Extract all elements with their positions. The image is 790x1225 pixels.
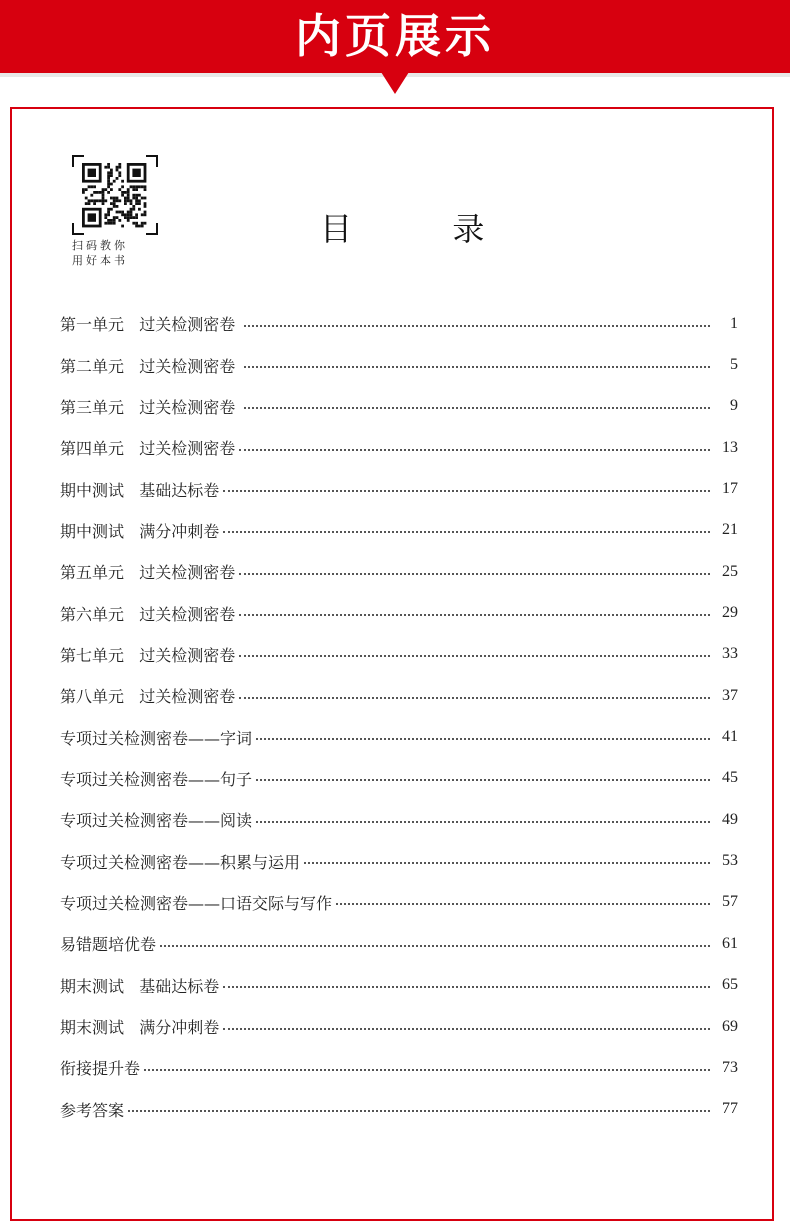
toc-entry[interactable] <box>60 592 738 633</box>
toc-entry-page: 1 <box>730 314 738 332</box>
toc-dot-leader <box>239 697 710 699</box>
toc-entry-page: 49 <box>722 810 738 828</box>
toc-entry-page: 69 <box>722 1017 738 1035</box>
toc-dot-leader <box>336 903 710 905</box>
toc-dot-leader <box>128 1110 710 1112</box>
toc-dot-leader <box>223 490 710 492</box>
toc-entry-label: 期末测试 基础达标卷 <box>60 976 220 996</box>
toc-entry-page: 41 <box>722 728 738 746</box>
toc-entry[interactable] <box>60 1089 738 1130</box>
toc-entry[interactable] <box>60 427 738 468</box>
toc-entry[interactable] <box>60 923 738 964</box>
toc-entry-label: 第七单元 过关检测密卷 <box>60 645 236 665</box>
toc-title: 目 录 <box>320 210 485 248</box>
toc-dot-leader <box>160 945 710 947</box>
toc-dot-leader <box>244 366 710 368</box>
toc-entry-page: 45 <box>722 769 738 787</box>
qr-caption-line-1: 扫码教你 <box>72 239 128 252</box>
toc-entry[interactable] <box>60 716 738 757</box>
toc-dot-leader <box>223 531 710 533</box>
toc-entry-label: 期中测试 满分冲刺卷 <box>60 521 220 541</box>
toc-entry[interactable] <box>60 840 738 881</box>
toc-dot-leader <box>239 573 710 575</box>
toc-dot-leader <box>256 738 710 740</box>
toc-entry-label: 专项过关检测密卷——阅读 <box>60 811 253 831</box>
toc-entry-page: 37 <box>722 686 738 704</box>
toc-entry[interactable] <box>60 344 738 385</box>
toc-entry-page: 5 <box>730 356 738 374</box>
toc-entry-page: 17 <box>722 480 738 498</box>
toc-dot-leader <box>239 655 710 657</box>
toc-entry-label: 参考答案 <box>60 1100 125 1120</box>
qr-caption <box>72 238 158 268</box>
toc-entry-label: 期末测试 满分冲刺卷 <box>60 1018 220 1038</box>
toc-entry[interactable] <box>60 965 738 1006</box>
toc-entry-label: 第二单元 过关检测密卷 <box>60 356 241 376</box>
toc-entry[interactable] <box>60 1006 738 1047</box>
toc-entry-label: 专项过关检测密卷——字词 <box>60 728 253 748</box>
toc-entry-page: 25 <box>722 562 738 580</box>
toc-entry-label: 第三单元 过关检测密卷 <box>60 397 241 417</box>
toc-entry[interactable] <box>60 468 738 509</box>
toc-entry-label: 第六单元 过关检测密卷 <box>60 604 236 624</box>
toc-entry[interactable] <box>60 882 738 923</box>
toc-entry-page: 13 <box>722 438 738 456</box>
toc-entry-page: 9 <box>730 397 738 415</box>
toc-list <box>60 303 738 1130</box>
toc-entry-page: 33 <box>722 645 738 663</box>
toc-entry[interactable] <box>60 510 738 551</box>
toc-dot-leader <box>244 325 710 327</box>
toc-entry[interactable] <box>60 799 738 840</box>
toc-entry-page: 57 <box>722 893 738 911</box>
toc-dot-leader <box>239 614 710 616</box>
toc-dot-leader <box>239 449 710 451</box>
toc-entry[interactable] <box>60 303 738 344</box>
banner-title: 内页展示 <box>295 9 495 63</box>
toc-entry[interactable] <box>60 1047 738 1088</box>
toc-entry[interactable] <box>60 634 738 675</box>
toc-entry[interactable] <box>60 758 738 799</box>
toc-dot-leader <box>256 779 710 781</box>
toc-entry[interactable] <box>60 551 738 592</box>
toc-entry-label: 专项过关检测密卷——句子 <box>60 769 253 789</box>
toc-entry-label: 衔接提升卷 <box>60 1059 141 1079</box>
toc-entry[interactable] <box>60 675 738 716</box>
toc-dot-leader <box>256 821 710 823</box>
toc-entry[interactable] <box>60 386 738 427</box>
toc-dot-leader <box>244 407 710 409</box>
toc-dot-leader <box>304 862 710 864</box>
toc-entry-label: 第四单元 过关检测密卷 <box>60 439 236 459</box>
toc-entry-label: 第一单元 过关检测密卷 <box>60 315 241 335</box>
toc-entry-label: 易错题培优卷 <box>60 935 157 955</box>
banner-arrow-icon <box>381 72 409 94</box>
toc-dot-leader <box>223 986 710 988</box>
toc-entry-page: 53 <box>722 852 738 870</box>
toc-entry-label: 专项过关检测密卷——口语交际与写作 <box>60 893 333 913</box>
toc-entry-page: 77 <box>722 1100 738 1118</box>
toc-entry-label: 专项过关检测密卷——积累与运用 <box>60 852 301 872</box>
toc-entry-label: 期中测试 基础达标卷 <box>60 480 220 500</box>
toc-entry-page: 61 <box>722 934 738 952</box>
toc-entry-label: 第五单元 过关检测密卷 <box>60 563 236 583</box>
toc-dot-leader <box>223 1028 710 1030</box>
toc-entry-page: 21 <box>722 521 738 539</box>
toc-entry-page: 29 <box>722 604 738 622</box>
qr-code-icon[interactable] <box>72 155 158 235</box>
toc-dot-leader <box>144 1069 710 1071</box>
qr-caption-line-2: 用好本书 <box>72 254 128 267</box>
toc-entry-page: 65 <box>722 976 738 994</box>
toc-entry-page: 73 <box>722 1058 738 1076</box>
toc-entry-label: 第八单元 过关检测密卷 <box>60 687 236 707</box>
